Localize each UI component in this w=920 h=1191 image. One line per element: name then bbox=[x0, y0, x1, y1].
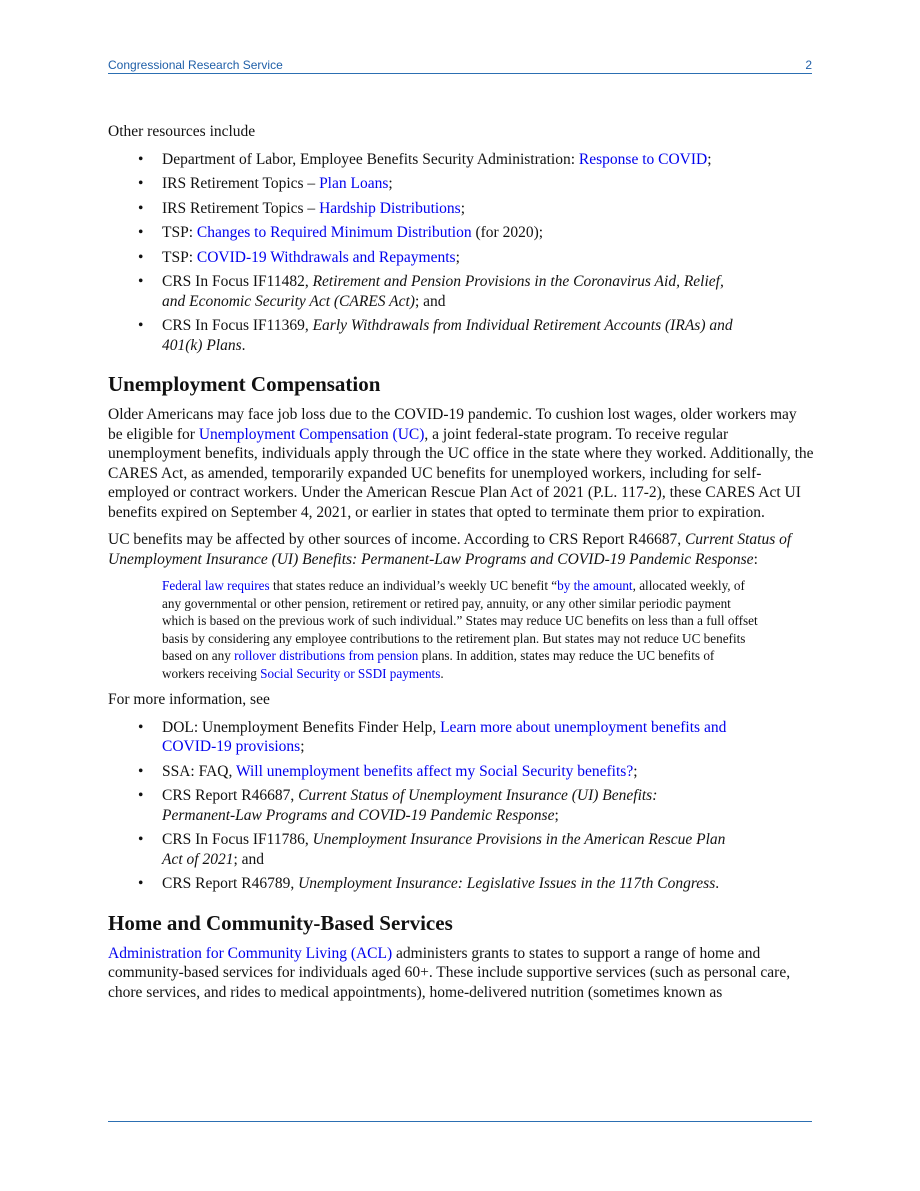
resources-list bbox=[108, 150, 814, 356]
bullet-icon: • bbox=[138, 224, 144, 241]
bullet-icon: • bbox=[138, 762, 144, 780]
uc-paragraph-2 bbox=[108, 530, 814, 569]
item-text: CRS In Focus IF11786, bbox=[162, 831, 313, 848]
more-info-intro: For more information, see bbox=[108, 691, 270, 708]
item-text: CRS In Focus IF11482, bbox=[162, 273, 313, 290]
list-item bbox=[108, 272, 814, 311]
paragraph-text: administers grants to states to support a range of home and community-based services for individuals aged 60+. These include supportive services (such as personal care, chore services, and rides to medical appointments), home-delivered nutrition (sometimes known as bbox=[108, 944, 791, 1001]
unemployment-benefits-link[interactable]: Learn more about unemployment benefits and COVID-19 provisions bbox=[162, 718, 727, 755]
list-item bbox=[108, 762, 814, 782]
item-text: ; and bbox=[414, 292, 446, 310]
list-item bbox=[108, 316, 814, 355]
item-text: TSP: bbox=[162, 224, 197, 241]
rmd-changes-link[interactable]: Changes to Required Minimum Distribution bbox=[196, 224, 472, 241]
uc-heading: Unemployment Compensation bbox=[108, 372, 381, 396]
item-text: CRS In Focus IF11369, bbox=[162, 317, 313, 334]
uc-resources-list bbox=[108, 718, 814, 894]
item-text: CRS Report R46789, bbox=[162, 875, 299, 892]
uc-link[interactable]: Unemployment Compensation (UC) bbox=[198, 425, 425, 443]
list-item bbox=[108, 199, 814, 219]
item-text: TSP: bbox=[162, 248, 197, 266]
list-item bbox=[108, 874, 814, 894]
item-text: CRS Report R46687, bbox=[162, 787, 299, 804]
rollover-distributions-link[interactable]: rollover distributions from pension bbox=[234, 648, 419, 663]
response-to-covid-link[interactable]: Response to COVID bbox=[578, 150, 708, 168]
item-text: ; bbox=[455, 248, 460, 266]
paragraph-text: Older Americans may face job loss due to the COVID-19 pandemic. To cushion lost wages, older workers may be eligible for bbox=[108, 406, 797, 443]
social-security-ssdi-link[interactable]: Social Security or SSDI payments bbox=[260, 665, 441, 681]
item-text: ; and bbox=[233, 850, 265, 868]
item-text: SSA: FAQ, bbox=[162, 762, 236, 780]
bullet-icon: • bbox=[138, 317, 144, 334]
quote-text: , allocated weekly, of any governmental or other pension, retirement or retired pay, annuity, or any other similar periodic payment which is based on the previous work of such individual.” States may reduce UC benefits on less than a full offset basis by considering any employee contributions to the retirement plan. But states may not reduce UC benefits based on any bbox=[162, 578, 758, 663]
report-title: Current Status of Unemployment Insurance (UI) Benefits: Permanent-Law Programs and COVID-19 Pandemic Response bbox=[162, 787, 658, 824]
report-title: Retirement and Pension Provisions in the Coronavirus Aid, Relief, and Economic Security Act (CARES Act) bbox=[162, 273, 724, 310]
item-text: ; bbox=[460, 199, 466, 217]
bullet-icon: • bbox=[138, 248, 144, 266]
item-text: . bbox=[241, 336, 246, 354]
report-title: Early Withdrawals from Individual Retirement Accounts (IRAs) and 401(k) Plans bbox=[162, 317, 733, 354]
bullet-icon: • bbox=[138, 150, 144, 168]
header-publisher: Congressional Research Service bbox=[108, 58, 283, 72]
item-text: ; bbox=[300, 738, 305, 755]
list-item bbox=[108, 150, 814, 170]
page-body bbox=[108, 122, 814, 1010]
footer-rule bbox=[108, 1121, 812, 1122]
block-quote bbox=[162, 577, 760, 682]
plan-loans-link[interactable]: Plan Loans bbox=[319, 175, 389, 192]
header-rule bbox=[108, 73, 812, 74]
item-text: ; bbox=[388, 175, 393, 192]
list-item bbox=[108, 718, 814, 757]
item-text: IRS Retirement Topics – bbox=[162, 175, 320, 192]
list-item bbox=[108, 830, 814, 869]
paragraph-text: : bbox=[753, 550, 758, 568]
list-item bbox=[108, 223, 814, 243]
running-header bbox=[108, 56, 812, 74]
federal-law-link[interactable]: Federal law requires bbox=[162, 578, 270, 593]
list-item bbox=[108, 786, 814, 825]
item-text: IRS Retirement Topics – bbox=[162, 199, 320, 217]
hardship-distributions-link[interactable]: Hardship Distributions bbox=[319, 199, 461, 217]
paragraph-text: , a joint federal-state program. To receive regular unemployment benefits, individuals apply through the UC office in the state where they worked. Additionally, the CARES Act, as amended, temporarily expanded UC benefits for unemployed workers, including for self-employed or contract workers. Under the American Rescue Plan Act of 2021 (P.L. 117-2), these CARES Act UI benefits expired on September 4, 2021, or earlier in states that opted to terminate them prior to expiration. bbox=[108, 425, 814, 521]
quote-text: plans. In addition, states may reduce the UC benefits of workers receiving bbox=[162, 648, 715, 681]
paragraph-text: UC benefits may be affected by other sources of income. According to CRS Report R46687, bbox=[108, 531, 685, 548]
report-title: Current Status of Unemployment Insurance (UI) Benefits: Permanent-Law Programs and COVID-19 Pandemic Response bbox=[108, 531, 792, 568]
resources-intro: Other resources include bbox=[108, 123, 256, 140]
item-text: ; bbox=[554, 806, 559, 824]
bullet-icon: • bbox=[138, 718, 144, 736]
list-item bbox=[108, 248, 814, 268]
item-text: Department of Labor, Employee Benefits Security Administration: bbox=[162, 150, 579, 168]
page-number: 2 bbox=[805, 58, 812, 72]
bullet-icon: • bbox=[138, 199, 144, 217]
hcbs-heading: Home and Community-Based Services bbox=[108, 910, 453, 935]
item-text: (for 2020); bbox=[471, 224, 544, 241]
hcbs-paragraph bbox=[108, 944, 814, 1003]
bullet-icon: • bbox=[138, 831, 144, 848]
bullet-icon: • bbox=[138, 175, 144, 192]
uc-paragraph-1 bbox=[108, 405, 814, 522]
item-text: ; bbox=[707, 150, 712, 168]
bullet-icon: • bbox=[138, 273, 144, 290]
item-text: . bbox=[715, 875, 720, 892]
bullet-icon: • bbox=[138, 875, 144, 892]
item-text: DOL: Unemployment Benefits Finder Help, bbox=[162, 718, 441, 736]
acl-link[interactable]: Administration for Community Living (ACL) bbox=[108, 944, 393, 962]
report-title: Unemployment Insurance: Legislative Issues in the 117th Congress bbox=[298, 875, 716, 892]
report-title: Unemployment Insurance Provisions in the American Rescue Plan Act of 2021 bbox=[162, 831, 726, 868]
ssa-faq-link[interactable]: Will unemployment benefits affect my Social Security benefits? bbox=[235, 762, 634, 780]
quote-text: . bbox=[440, 665, 444, 681]
list-item bbox=[108, 174, 814, 194]
covid-withdrawals-link[interactable]: COVID-19 Withdrawals and Repayments bbox=[196, 248, 456, 266]
quote-text: that states reduce an individual’s weekly UC benefit “ bbox=[269, 578, 558, 593]
by-the-amount-link[interactable]: by the amount bbox=[557, 578, 633, 593]
item-text: ; bbox=[633, 762, 638, 780]
bullet-icon: • bbox=[138, 787, 144, 804]
